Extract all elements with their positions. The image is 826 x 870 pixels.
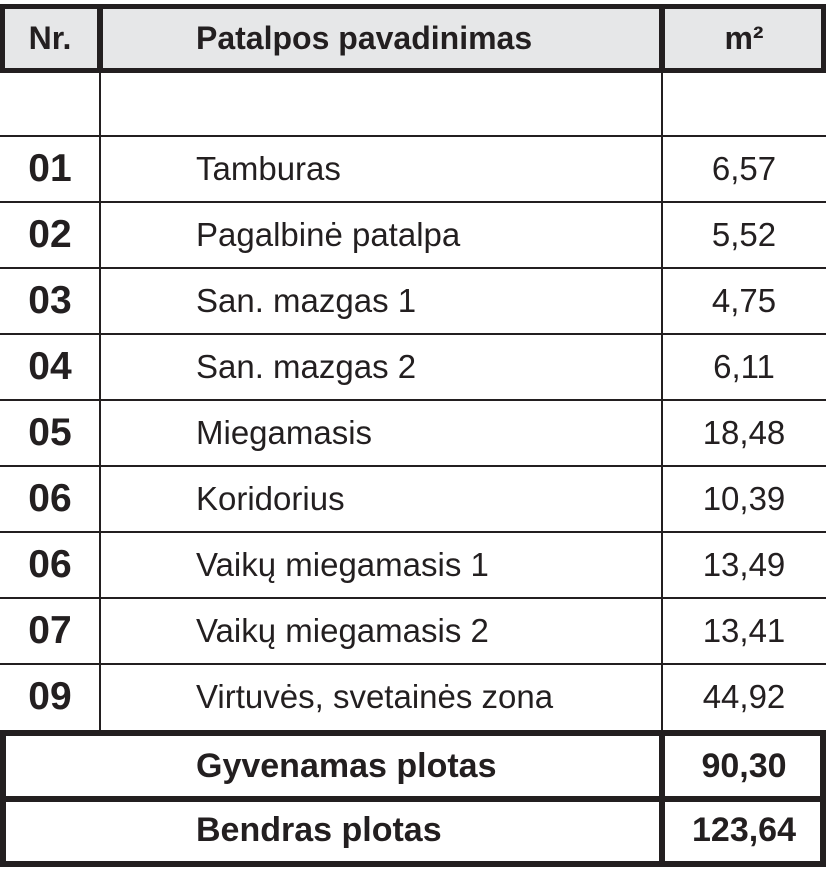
- header-border-right: [821, 4, 826, 73]
- row-nr: 09: [28, 675, 72, 718]
- row-room-name: San. mazgas 2: [196, 348, 417, 385]
- totals-border-right: [820, 730, 826, 867]
- totals-border-left: [0, 730, 6, 867]
- totals-divider: [0, 796, 826, 802]
- row-divider: [0, 531, 826, 533]
- empty-row: [0, 70, 826, 136]
- table-row: [0, 136, 826, 202]
- row-divider: [0, 465, 826, 467]
- table-header: [0, 6, 826, 70]
- table-border-top: [0, 4, 826, 9]
- row-room-name: San. mazgas 1: [196, 282, 417, 319]
- table-row: [0, 202, 826, 268]
- total-value: 90,30: [701, 746, 787, 785]
- row-nr: 06: [28, 543, 72, 586]
- total-value: 123,64: [692, 810, 796, 849]
- row-divider: [0, 399, 826, 401]
- table-row: [0, 532, 826, 598]
- row-room-name: Koridorius: [196, 480, 345, 517]
- totals-column-divider: [659, 730, 665, 867]
- table-row: [0, 598, 826, 664]
- header-area: m²: [724, 19, 764, 56]
- row-nr: 07: [28, 609, 72, 652]
- row-area: 13,49: [702, 546, 786, 583]
- row-divider: [0, 663, 826, 665]
- header-border-left: [0, 4, 5, 73]
- row-area: 13,41: [702, 612, 786, 649]
- row-room-name: Vaikų miegamasis 2: [196, 612, 489, 649]
- total-row-living-area: [0, 734, 826, 798]
- row-divider: [0, 201, 826, 203]
- row-room-name: Virtuvės, svetainės zona: [196, 678, 554, 715]
- row-nr: 04: [28, 345, 72, 388]
- row-room-name: Tamburas: [196, 150, 341, 187]
- table-row: [0, 466, 826, 532]
- totals-border-bottom: [0, 861, 826, 867]
- header-divider: [659, 4, 665, 73]
- row-area: 6,11: [713, 348, 775, 385]
- column-divider: [99, 73, 101, 733]
- total-label: Bendras plotas: [196, 810, 442, 849]
- row-room-name: Pagalbinė patalpa: [196, 216, 461, 253]
- row-divider: [0, 267, 826, 269]
- table-row: [0, 664, 826, 730]
- header-border-bottom: [0, 68, 826, 73]
- row-nr: 01: [28, 147, 72, 190]
- row-nr: 02: [28, 213, 72, 256]
- row-divider: [0, 333, 826, 335]
- table-row: [0, 334, 826, 400]
- row-nr: 05: [28, 411, 72, 454]
- header-room-name: Patalpos pavadinimas: [196, 19, 533, 56]
- row-area: 44,92: [702, 678, 786, 715]
- total-label: Gyvenamas plotas: [196, 746, 497, 785]
- row-area: 5,52: [711, 216, 777, 253]
- total-row-total-area: [0, 798, 826, 862]
- row-nr: 03: [28, 279, 72, 322]
- row-nr: 06: [28, 477, 72, 520]
- row-area: 6,57: [711, 150, 777, 187]
- column-divider: [661, 73, 663, 733]
- table-row: [0, 268, 826, 334]
- row-area: 18,48: [702, 414, 786, 451]
- row-divider: [0, 597, 826, 599]
- row-area: 10,39: [702, 480, 786, 517]
- totals-border-top: [0, 730, 826, 736]
- row-area: 4,75: [711, 282, 777, 319]
- row-divider: [0, 135, 826, 137]
- header-nr: Nr.: [28, 19, 72, 56]
- row-room-name: Vaikų miegamasis 1: [196, 546, 489, 583]
- table-row: [0, 400, 826, 466]
- row-room-name: Miegamasis: [196, 414, 373, 451]
- header-divider: [97, 4, 103, 73]
